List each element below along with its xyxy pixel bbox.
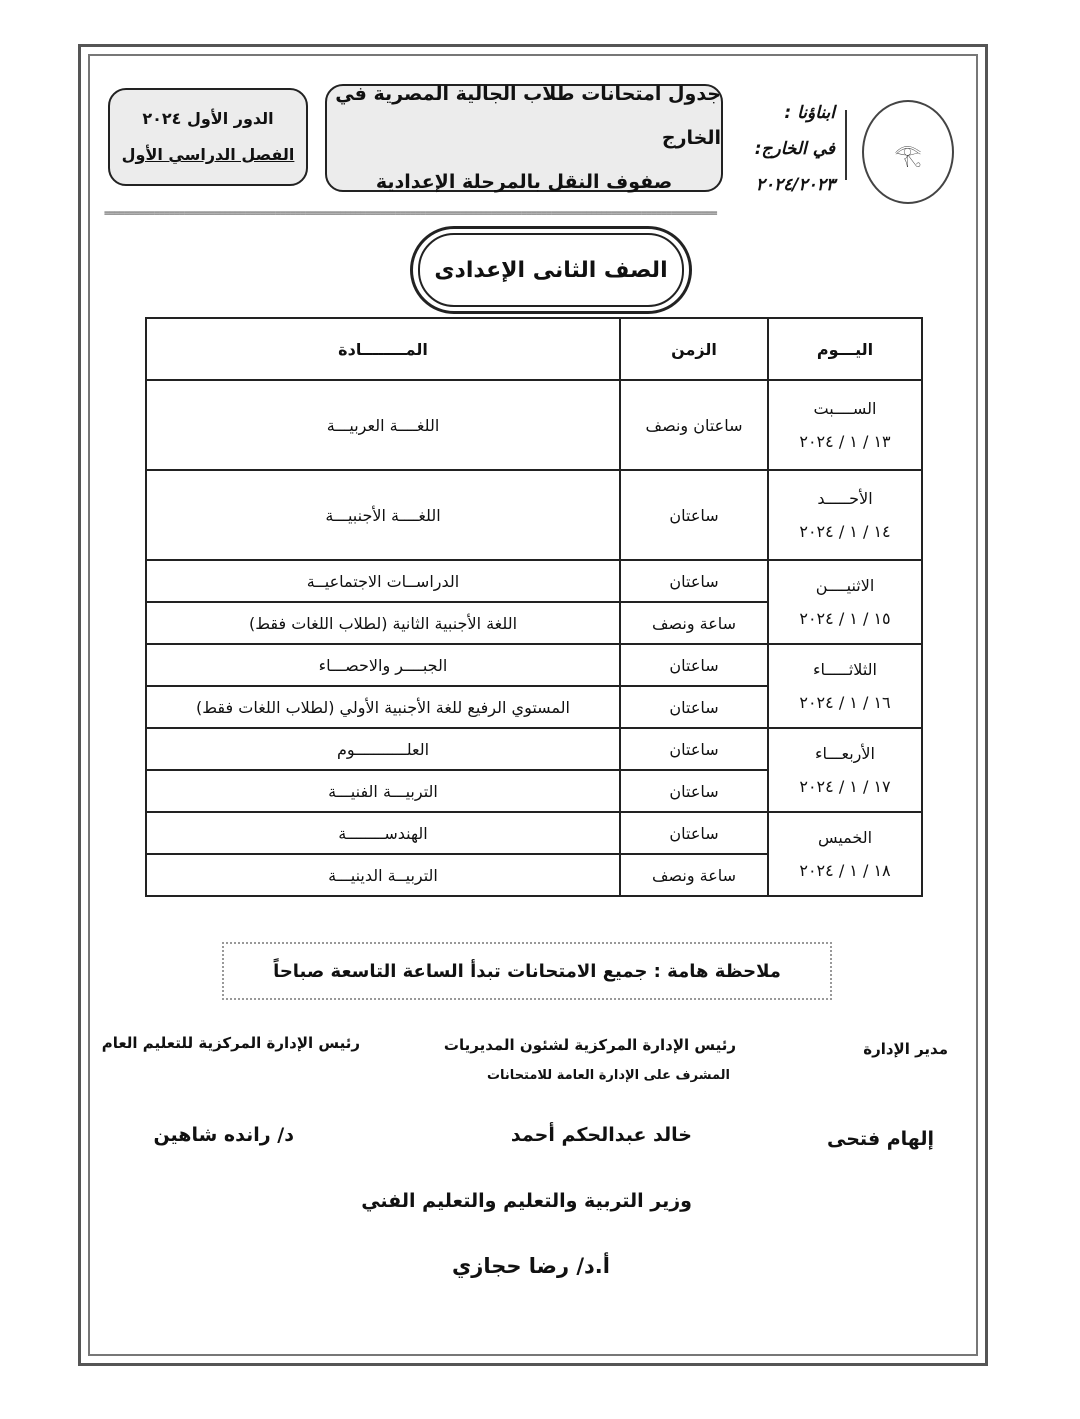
duration-cell: ساعتان bbox=[620, 470, 768, 560]
grade-badge bbox=[410, 226, 692, 314]
subject-cell: المستوي الرفيع للغة الأجنبية الأولي (لطلاب اللغات فقط) bbox=[146, 686, 620, 728]
exam-date: ١٥ / ١ / ٢٠٢٤ bbox=[799, 609, 891, 628]
term: الفصل الدراسي الأول bbox=[121, 145, 295, 164]
subject-cell: الدراســات الاجتماعيــة bbox=[146, 560, 620, 602]
subject-cell: العلـــــــــــوم bbox=[146, 728, 620, 770]
duration-cell: ساعتان bbox=[620, 560, 768, 602]
exam-date: ١٣ / ١ / ٢٠٢٤ bbox=[799, 432, 891, 451]
table-row bbox=[146, 728, 922, 770]
day-name: الأحـــــد bbox=[817, 489, 873, 508]
minister-name: أ.د/ رضا حجازي bbox=[451, 1254, 610, 1278]
day-name: الســــبت bbox=[813, 399, 877, 418]
day-cell bbox=[768, 470, 922, 560]
director-title: مدير الإدارة bbox=[863, 1040, 948, 1058]
day-cell bbox=[768, 560, 922, 644]
day-cell bbox=[768, 728, 922, 812]
exam-date: ١٤ / ١ / ٢٠٢٤ bbox=[799, 522, 891, 541]
subject-cell: الهندســــــــة bbox=[146, 812, 620, 854]
exam-date: ١٦ / ١ / ٢٠٢٤ bbox=[799, 693, 891, 712]
header-divider bbox=[845, 110, 847, 180]
subject-cell: التربيـــة الفنيـــة bbox=[146, 770, 620, 812]
central-title: رئيس الإدارة المركزية لشئون المديريات bbox=[443, 1036, 736, 1054]
side-line2: في الخارج: bbox=[754, 139, 835, 159]
header-side-text bbox=[735, 95, 835, 203]
table-row bbox=[146, 560, 922, 602]
day-name: الثلاثـــــاء bbox=[813, 660, 877, 679]
general-name: د/ رانده شاهين bbox=[153, 1124, 294, 1146]
title-box bbox=[325, 84, 723, 192]
important-note: ملاحظة هامة : جميع الامتحانات تبدأ الساعة التاسعة صباحاً bbox=[222, 942, 832, 1000]
central-subtitle: المشرف على الإدارة العامة للامتحانات bbox=[486, 1068, 730, 1083]
separator: ========================================================================================================================== bbox=[104, 208, 717, 219]
day-cell bbox=[768, 380, 922, 470]
duration-cell: ساعتان bbox=[620, 686, 768, 728]
subject-cell: الجبــــر والاحصـــاء bbox=[146, 644, 620, 686]
day-cell bbox=[768, 812, 922, 896]
title-line2: صفوف النقل بالمرحلة الإعدادية bbox=[375, 171, 673, 193]
term-box bbox=[108, 88, 308, 186]
duration-cell: ساعتان bbox=[620, 812, 768, 854]
day-name: الخميس bbox=[817, 828, 873, 847]
director-name: إلهام فتحى bbox=[827, 1128, 934, 1150]
central-name: خالد عبدالحكم أحمد bbox=[510, 1124, 692, 1146]
day-cell bbox=[768, 644, 922, 728]
duration-cell: ساعة ونصف bbox=[620, 602, 768, 644]
header-day: اليـــوم bbox=[768, 318, 922, 380]
header-time: الزمن bbox=[620, 318, 768, 380]
duration-cell: ساعتان bbox=[620, 728, 768, 770]
duration-cell: ساعتان ونصف bbox=[620, 380, 768, 470]
academic-year: ٢٠٢٤/٢٠٢٣ bbox=[755, 175, 835, 195]
title-line1: جدول امتحانات طلاب الجالية المصرية في الخارج bbox=[335, 83, 721, 149]
table-row bbox=[146, 380, 922, 470]
grade-title: الصف الثانى الإعدادى bbox=[418, 233, 684, 307]
table-row bbox=[146, 644, 922, 686]
exam-date: ١٧ / ١ / ٢٠٢٤ bbox=[799, 777, 891, 796]
table-row bbox=[146, 470, 922, 560]
subject-cell: اللغــــة الأجنبيـــة bbox=[146, 470, 620, 560]
subject-cell: اللغــــة العربيـــة bbox=[146, 380, 620, 470]
minister-title: وزير التربية والتعليم والتعليم الفني bbox=[361, 1190, 692, 1212]
general-title: رئيس الإدارة المركزية للتعليم العام bbox=[101, 1034, 360, 1052]
duration-cell: ساعتان bbox=[620, 770, 768, 812]
ministry-logo: 𓂀 bbox=[862, 100, 954, 204]
exam-date: ١٨ / ١ / ٢٠٢٤ bbox=[799, 861, 891, 880]
table-row bbox=[146, 812, 922, 854]
side-line1: ابناؤنا : bbox=[784, 103, 835, 123]
subject-cell: اللغة الأجنبية الثانية (لطلاب اللغات فقط) bbox=[146, 602, 620, 644]
day-name: الاثنيــــن bbox=[815, 576, 875, 595]
day-name: الأربعـــاء bbox=[815, 744, 875, 763]
exam-round: الدور الأول ٢٠٢٤ bbox=[142, 109, 274, 128]
header-subject: المــــــــادة bbox=[146, 318, 620, 380]
subject-cell: التربيــة الدينيـــة bbox=[146, 854, 620, 896]
duration-cell: ساعتان bbox=[620, 644, 768, 686]
exam-schedule-table bbox=[145, 317, 923, 897]
table-header bbox=[146, 318, 922, 380]
duration-cell: ساعة ونصف bbox=[620, 854, 768, 896]
